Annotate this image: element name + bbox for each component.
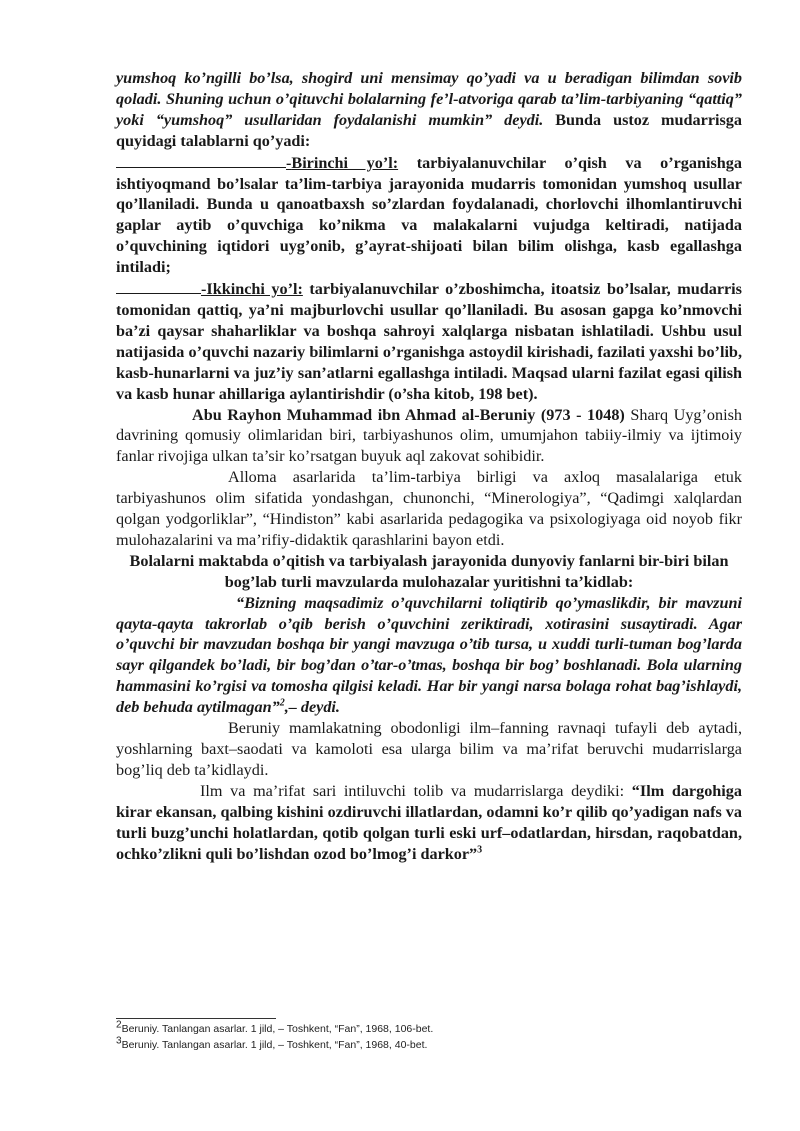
paragraph-alloma: Alloma asarlarida ta’lim-tarbiya birligi va axloq masalalariga etuk tarbiyashunos olim sifatida yondashgan, chunonchi, “Minerologiya”, “Qadimgi xalqlardan qolgan yodgorliklar”, “Hindiston” kabi asarlarida pedagogika va psixologiyaga oid noyob fikr mulohazalarini va ma’rifiy-didaktik qarashlarini bayon etdi. — [116, 468, 742, 549]
footnote-3 — [116, 1035, 742, 1054]
footnote-ref-2: 2 — [279, 697, 285, 709]
footnote-ref-3: 3 — [477, 844, 483, 856]
paragraph-second-way — [116, 278, 742, 404]
footnote-number: 2 — [116, 1019, 122, 1031]
paragraph-first-way — [116, 152, 742, 278]
quote-tail: ,– deydi. — [284, 698, 340, 717]
first-way-text: tarbiyalanuvchilar o’qish va o’rganishga ishtiyoqmand bo’lsalar ta’lim-tarbiya jarayonida mudarris tomonidan yumshoq usullar qo’llaniladi. Bunda u qanoatbaxsh so’zlardan foydalanadi, chorlovchi ilhomlantiruvchi gaplar aytib o’quvchiga ko’nikma va malakalarni vujudga keltiradi, natijada o’quvchining iqtidori uyg’onib, g’ayrat-shijoati bilan bilim olishga, kasb egallashga intiladi; — [116, 153, 742, 277]
footnote-text: Beruniy. Tanlangan asarlar. 1 jild, – Toshkent, “Fan”, 1968, 40-bet. — [121, 1038, 428, 1051]
paragraph-ilm — [116, 781, 742, 865]
blank-underline — [116, 152, 286, 168]
beruniy-quote: “Bizning maqsadimiz o’quvchilarni toliqtirib qo’ymaslikdir, bir mavzuni qayta-qayta takrorlab o’qib berish o’quvchini zeriktiradi, xotirasini susaytiradi. Agar o’quvchi bir mavzudan boshqa bir yangi mavzuga o’tib tursa, u xuddi turli-tuman bog’larda sayr qilgandek bo’ladi, bir bog’dan o’tar-o’tmas, boshqa bir bog’ boshlanadi. Bola ularning hammasini ko’rgisi va tomosha qilgisi keladi. Har bir yangi narsa bolaga rohat bag’ishlaydi, deb behuda aytilmagan” — [116, 593, 742, 717]
second-way-text: tarbiyalanuvchilar o’zboshimcha, itoatsiz bo’lsalar, mudarris tomonidan qattiq, ya’ni majburlovchi usullar qo’llaniladi. Bu asosan gapga ko’nmovchi ba’zi qaysar shaharliklar va boshqa sahroyi xalqlarga nisbatan ishlatiladi. Ushbu usul natijasida o’quvchi nazariy bilimlarni o’rganishga astoydil kirishadi, fazilati yaxshi bo’lib, kasb-hunarlarni va juz’iy san’atlarni egallashga intiladi. Maqsad ularni fazilat egasi qilish va kasb hunar ahillariga aylantirishdir (o’sha kitob, 198 bet). — [116, 280, 742, 403]
ilm-quote: “Ilm dargohiga kirar ekansan, qalbing kishini ozdiruvchi illatlardan, odamni ko’r qilib qo’yadigan nafs va turli buzg’unchi holatlardan, qotib qolgan turli eski urf–odatlardan, hirsdan, raqobatdan, ochko’zlikni quli bo’lishdan ozod bo’lmog’i darkor” — [116, 781, 742, 863]
footnotes — [116, 1018, 742, 1053]
blank-underline — [116, 278, 201, 294]
paragraph-1-rest: Bunda ustoz mudarrisga quyidagi talablarni qo’yadi: — [116, 110, 742, 150]
footnote-text: Beruniy. Tanlangan asarlar. 1 jild, – Toshkent, “Fan”, 1968, 106-bet. — [121, 1023, 434, 1035]
first-way-heading: Birinchi yo’l: — [291, 153, 399, 172]
footnote-2 — [116, 1019, 742, 1038]
paragraph-1 — [116, 68, 742, 152]
paragraph-quote — [116, 593, 742, 718]
paragraph-bolalarni: Bolalarni maktabda o’qitish va tarbiyalash jarayonida dunyoviy fanlarni bir-biri bilan bog’lab turli mavzularda mulohazalar yuritishni ta’kidlab: — [129, 551, 729, 591]
beruniy-intro-text: Sharq Uyg’onish davrining qomusiy olimlaridan biri, tarbiyashunos olim, umumjahon tabiiy-ilmiy va ijtimoiy fanlar rivojiga ulkan ta’sir ko’rsatgan buyuk aql zakovat sohibidir. — [116, 405, 742, 466]
document-page — [116, 68, 742, 864]
italic-quote-end: yumshoq ko’ngilli bo’lsa, shogird uni mensimay qo’yadi va u beradigan bilimdan sovib qoladi. Shuning uchun o’qituvchi bolalarning fe’l-atvoriga qarab ta’lim-tarbiyaning “qattiq” yoki “yumshoq” usullaridan foydalanishi mumkin” deydi. — [116, 69, 742, 129]
second-way-heading: -Ikkinchi yo’l: — [201, 280, 303, 299]
footnote-number: 3 — [116, 1035, 122, 1046]
ilm-text: Ilm va ma’rifat sari intiluvchi tolib va mudarrislarga deydiki: — [200, 781, 632, 800]
footnote-separator — [116, 1018, 276, 1019]
paragraph-obodonlik: Beruniy mamlakatning obodonligi ilm–fanning ravnaqi tufayli deb aytadi, yoshlarning baxt–saodati va kamoloti esa ularga bilim va ma’rifat beruvchi mudarrislarga bog’liq deb ta’kidlaydi. — [116, 719, 742, 779]
paragraph-beruniy-intro — [116, 405, 742, 468]
first-way-heading-dash: - — [286, 153, 292, 172]
beruniy-name: Abu Rayhon Muhammad ibn Ahmad al-Beruniy (973 - 1048) — [192, 405, 625, 424]
